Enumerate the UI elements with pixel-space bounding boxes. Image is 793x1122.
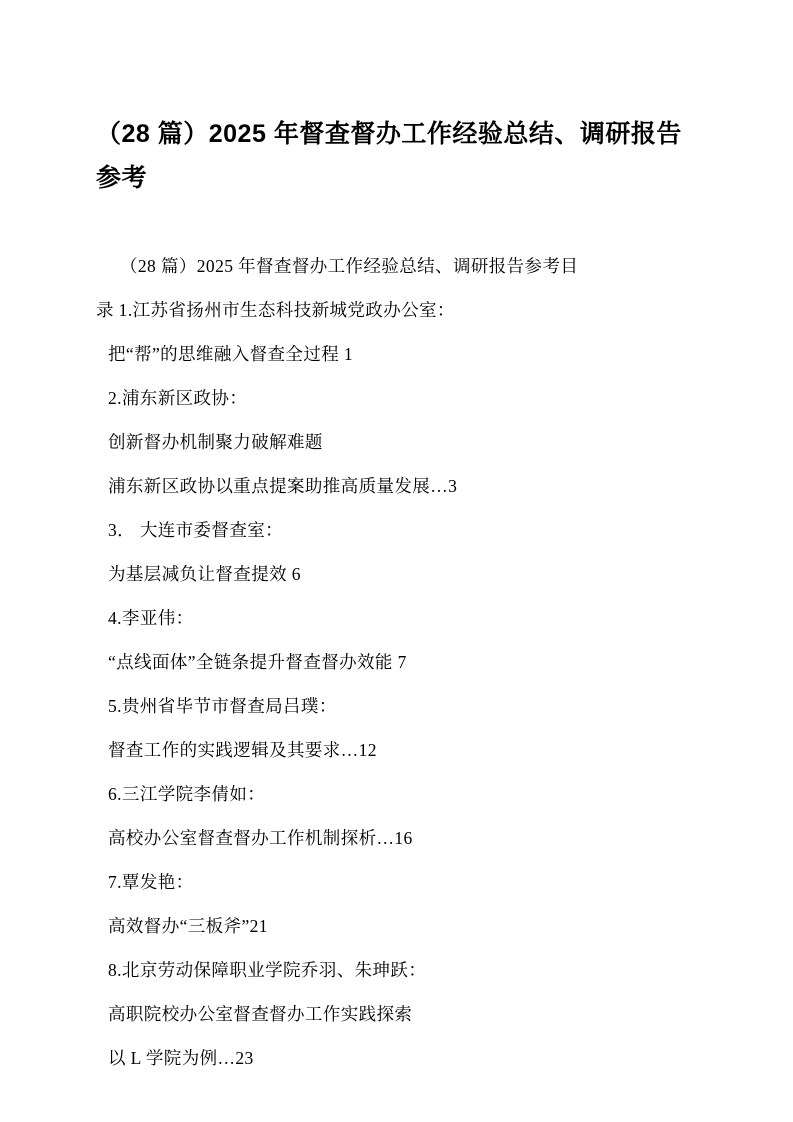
body-line: 浦东新区政协以重点提案助推高质量发展…3 <box>108 476 458 496</box>
body-line: 5.贵州省毕节市督查局吕璞： <box>108 696 337 716</box>
body-line: 把“帮”的思维融入督查全过程 1 <box>108 344 354 364</box>
page-title: （28 篇）2025 年督查督办工作经验总结、调研报告参考 <box>96 120 682 192</box>
body-line: 督查工作的实践逻辑及其要求…12 <box>108 740 377 760</box>
body-line: “点线面体”全链条提升督查督办效能 7 <box>108 652 407 672</box>
body-line: 录 1.江苏省扬州市生态科技新城党政办公室： <box>96 300 455 320</box>
body-line: 高校办公室督查督办工作机制探析…16 <box>108 828 413 848</box>
body-line: 以 L 学院为例…23 <box>108 1048 254 1068</box>
body-line: 3． 大连市委督查室： <box>108 520 284 540</box>
body-line: 为基层减负让督查提效 6 <box>108 564 301 584</box>
body-line: 高效督办“三板斧”21 <box>108 916 268 936</box>
body-line: 创新督办机制聚力破解难题 <box>108 432 323 452</box>
body-line: 高职院校办公室督查督办工作实践探索 <box>108 1004 413 1024</box>
body-line: 6.三江学院李倩如： <box>108 784 266 804</box>
body-line: 8.北京劳动保障职业学院乔羽、朱珅跃： <box>108 960 427 980</box>
document-body <box>96 244 697 1080</box>
body-line: 7.覃发艳： <box>108 872 194 892</box>
body-line: （28 篇）2025 年督查督办工作经验总结、调研报告参考目 <box>120 256 579 276</box>
body-line: 2.浦东新区政协： <box>108 388 248 408</box>
body-line: 4.李亚伟： <box>108 608 194 628</box>
